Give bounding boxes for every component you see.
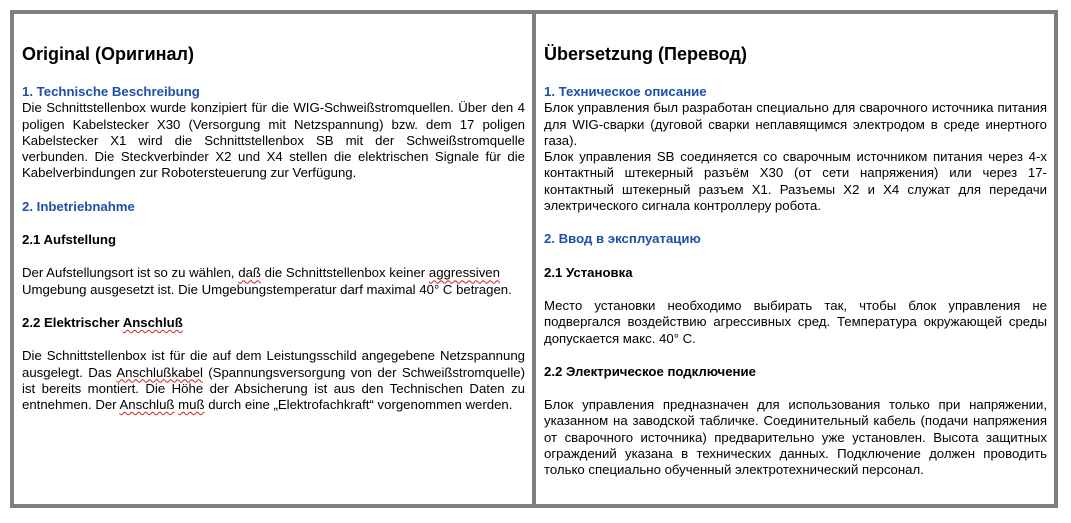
translation-title: Übersetzung (Перевод) — [544, 44, 747, 64]
section-2-2-text: Блок управления предназначен для использования только при напряжении, указанном на заводской табличке. Соединительный кабель (подачи напряжения от сварочного источника) предварительно уже установлен. Высота защитных ограждений указана в технических данных. Подключение должен проводить только специально обученный электротехнический персонал. — [544, 397, 1047, 478]
spellcheck-word: Anschluß — [119, 397, 175, 413]
section-2-2-heading: 2.2 Электрическое подключение — [544, 363, 756, 379]
original-title: Original (Оригинал) — [22, 44, 194, 64]
original-column — [14, 14, 532, 504]
spellcheck-word: daß — [238, 265, 261, 281]
section-2-1-heading: 2.1 Aufstellung — [22, 232, 117, 248]
spellcheck-word: Anschluß — [122, 314, 183, 330]
section-2-2-text: Die Schnittstellenbox ist für die auf dem Leistungsschild angegebene Netzspannung ausgelegt. Das Anschlußkabel (Spannungsversorgung von der Schweißstromquelle) ist bereits montiert. Die Höhe der Absicherung ist aus den Technischen Daten zu entnehmen. Der Anschluß muß durch eine „Elektrofachkraft“ vorgenommen werden. — [22, 348, 525, 413]
section-2-heading: 2. Inbetriebnahme — [22, 198, 135, 214]
section-1-heading: 1. Technische Beschreibung — [22, 84, 200, 99]
section-2-1-heading: 2.1 Установка — [544, 264, 633, 280]
section-1-text: Die Schnittstellenbox wurde konzipiert für die WIG-Schweißstromquellen. Über den 4 poligen Kabelstecker X30 (Versorgung mit Netzspannung) bzw. dem 17 poligen Kabelstecker X1 wird die Schnittstellenbox SB mit der Schweißstromquelle verbunden. Die Steckverbinder X2 und X4 stellen die elektrischen Signale für die Kabelverbindungen zur Robotersteuerung zur Verfügung. — [22, 100, 525, 181]
section-2-1-text: Der Aufstellungsort ist so zu wählen, daß die Schnittstellenbox keiner aggressiven Umgebung ausgesetzt ist. Die Umgebungstemperatur darf maximal 40° C betragen. — [22, 265, 512, 297]
spellcheck-word: aggressiven — [428, 265, 500, 281]
section-2-2-heading: 2.2 Elektrischer Anschluß — [22, 314, 183, 330]
translation-column — [536, 14, 1054, 504]
section-2-heading: 2. Ввод в эксплуатацию — [544, 231, 701, 247]
spellcheck-word: Anschlußkabel — [116, 364, 203, 380]
section-1-text-b: Блок управления SB соединяется со сварочным источником питания через 4-х контактный штекерный разъём X30 (от сети напряжения) или через 17-контактный штекерный разъем X1. Разъемы X2 и X4 служат для передачи электрического сигнала контроллеру робота. — [544, 149, 1047, 214]
translation-table — [10, 10, 1058, 508]
section-1-text-a: Блок управления был разработан специально для сварочного источника питания для WIG-сварки (дуговой сварки неплавящимся электродом в среде инертного газа). — [544, 100, 1047, 148]
section-1-heading: 1. Техническое описание — [544, 84, 707, 99]
section-2-1-text: Место установки необходимо выбирать так, чтобы блок управления не подвергался воздействию агрессивных сред. Температура окружающей среды допускается макс. 40° С. — [544, 297, 1047, 346]
spellcheck-word: muß — [178, 397, 205, 413]
